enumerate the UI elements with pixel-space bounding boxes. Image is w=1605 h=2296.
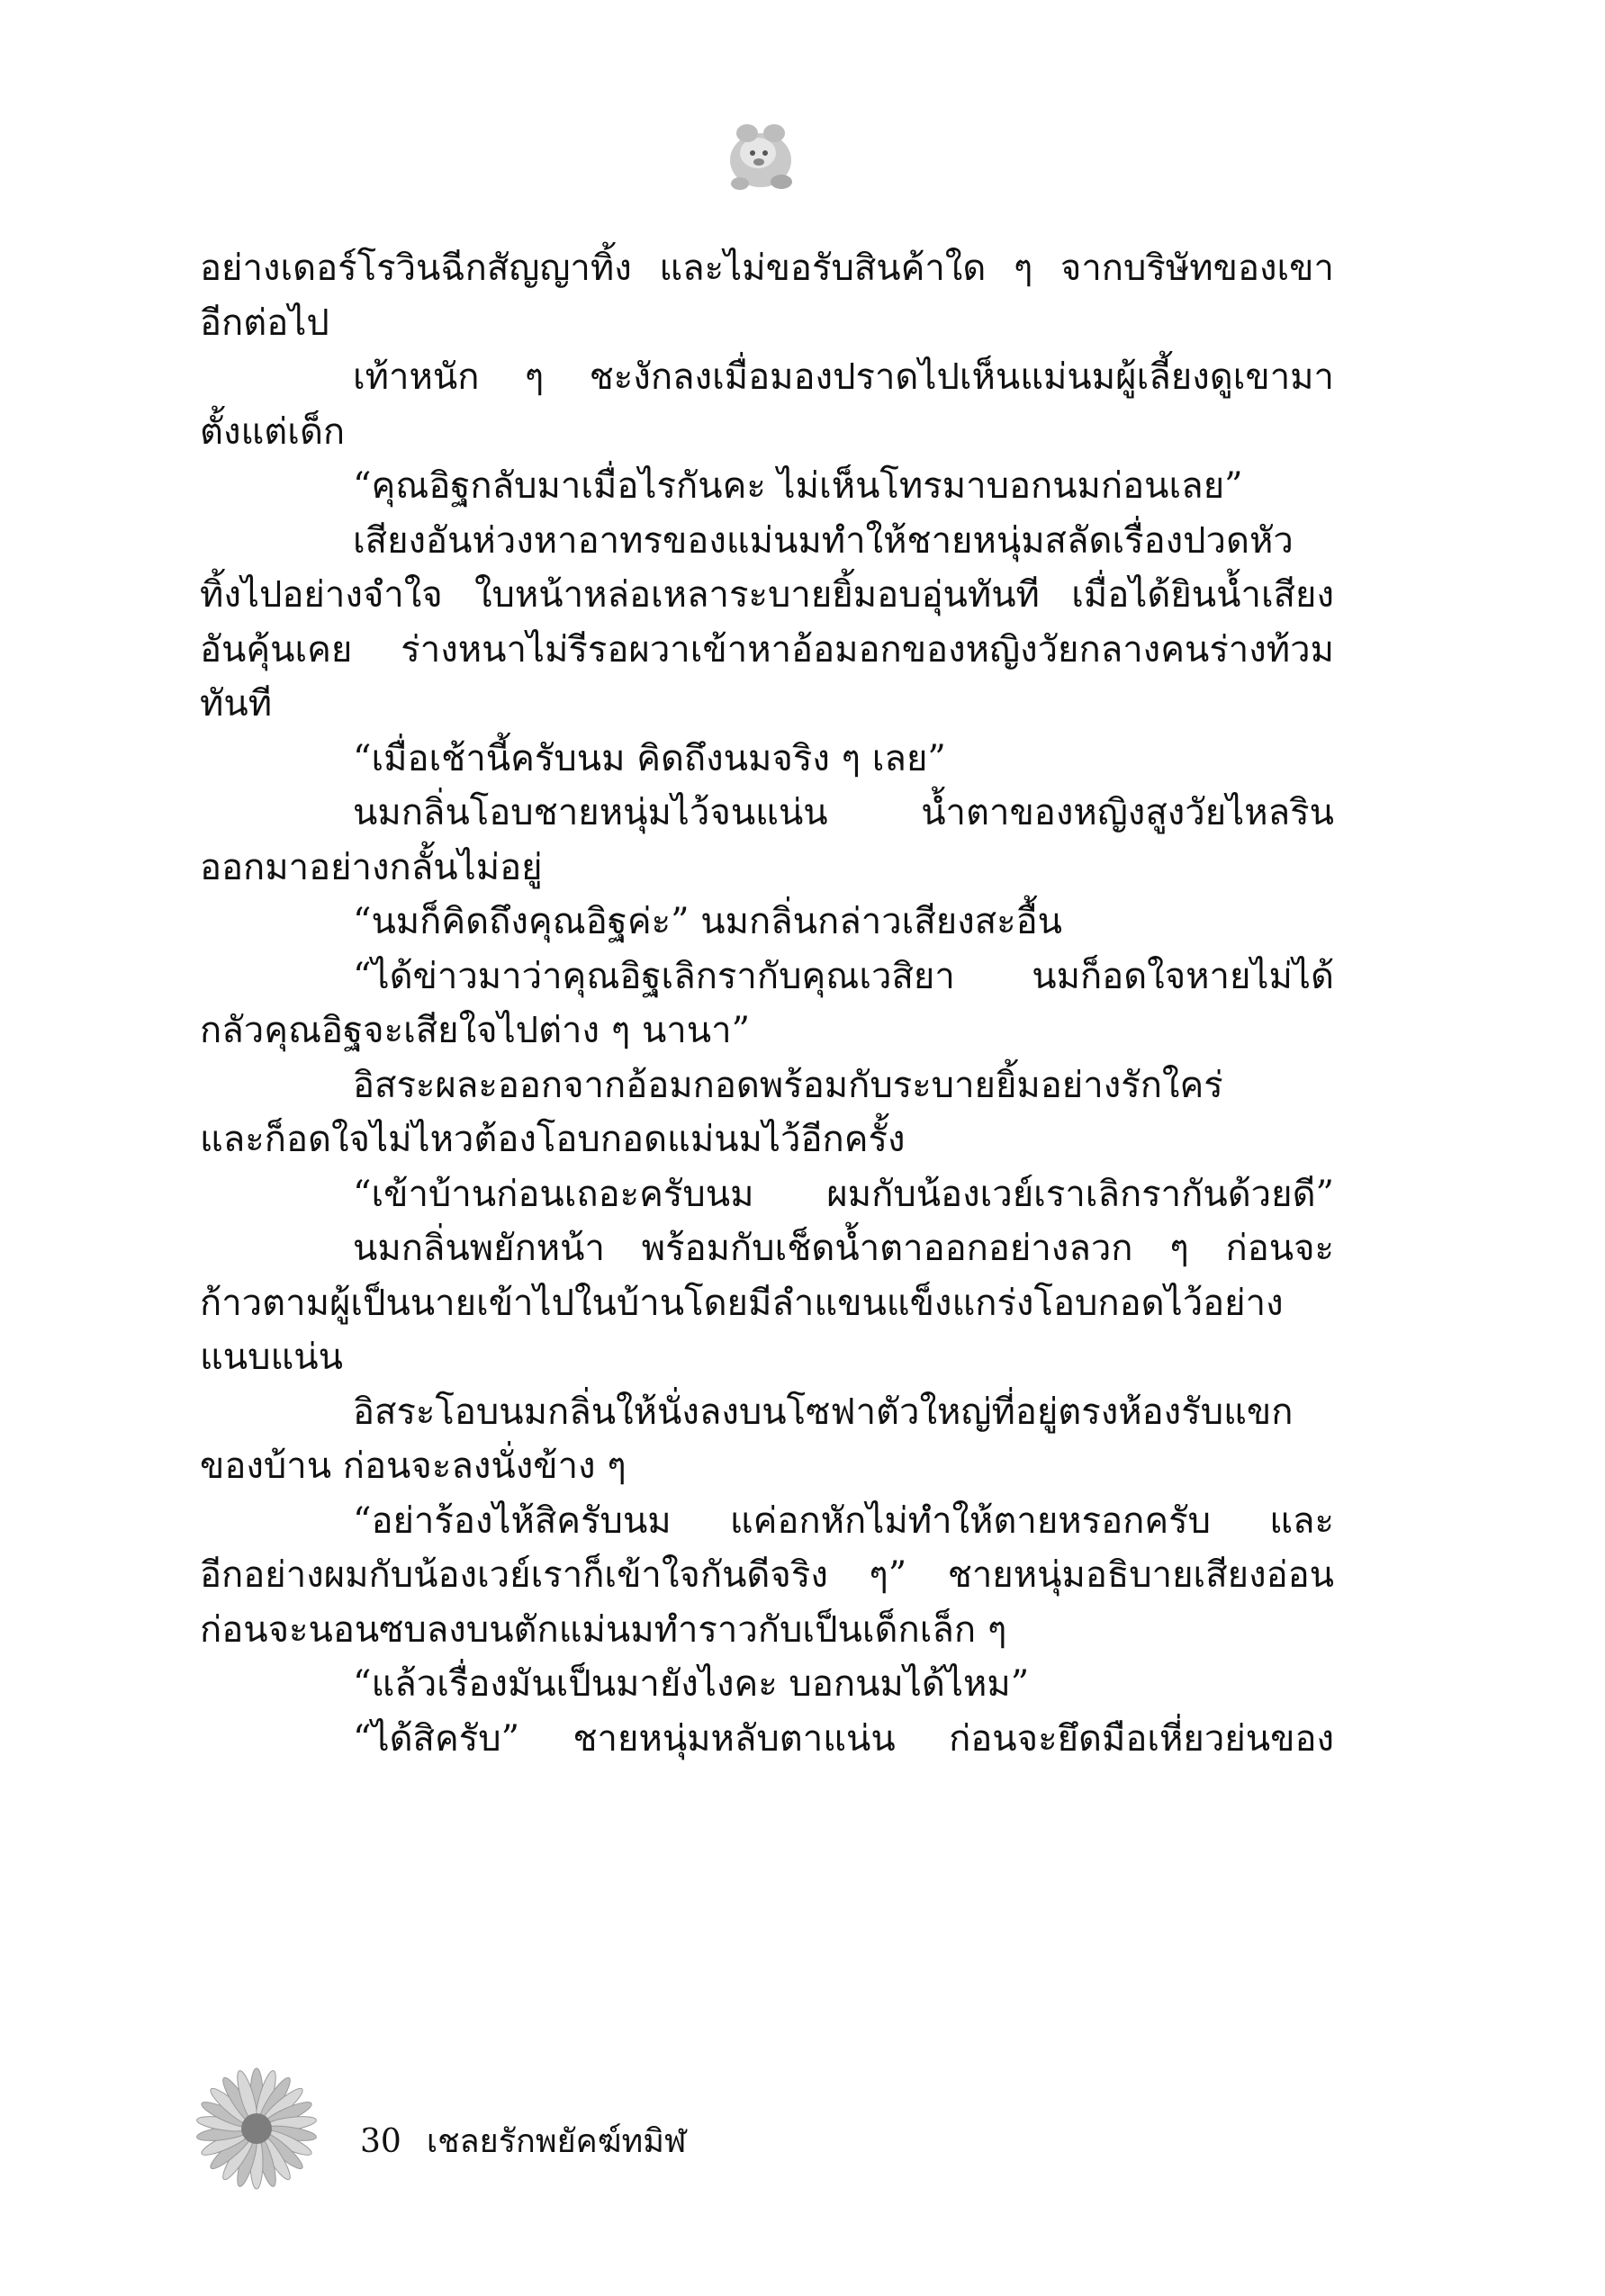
text-line: เท้าหนัก ๆ ชะงักลงเมื่อมองปราดไปเห็นแม่นมผู้เลี้ยงดูเขามา: [353, 356, 1334, 398]
text-line: อันคุ้นเคย ร่างหนาไม่รีรอผวาเข้าหาอ้อมอกของหญิงวัยกลางคนร่างท้วม: [200, 628, 1334, 671]
body-text: [200, 241, 1334, 1766]
text-line: ก้าวตามผู้เป็นนายเข้าไปในบ้านโดยมีลำแขนแข็งแกร่งโอบกอดไว้อย่าง: [200, 1282, 1284, 1324]
text-line: กลัวคุณอิฐจะเสียใจไปต่าง ๆ นานา”: [200, 1010, 751, 1051]
page-number: 30: [360, 2123, 401, 2160]
text-line: “เข้าบ้านก่อนเถอะครับนม ผมกับน้องเวย์เราเลิกรากันด้วยดี”: [353, 1173, 1334, 1215]
text-line: ทิ้งไปอย่างจำใจ ใบหน้าหล่อเหลาระบายยิ้มอบอุ่นทันที เมื่อได้ยินน้ำเสียง: [200, 574, 1334, 616]
text-line: “คุณอิฐกลับมาเมื่อไรกันคะ ไม่เห็นโทรมาบอกนมก่อนเลย”: [353, 465, 1243, 507]
text-line: “ได้สิครับ” ชายหนุ่มหลับตาแน่น ก่อนจะยึดมือเหี่ยวย่นของ: [353, 1717, 1334, 1760]
text-line: อีกอย่างผมกับน้องเวย์เราก็เข้าใจกันดีจริง ๆ” ชายหนุ่มอธิบายเสียงอ่อน: [200, 1554, 1334, 1596]
text-line: อิสระโอบนมกลิ่นให้นั่งลงบนโซฟาตัวใหญ่ที่อยู่ตรงห้องรับแขก: [353, 1391, 1294, 1433]
text-line: “แล้วเรื่องมันเป็นมายังไงคะ บอกนมได้ไหม”: [353, 1663, 1030, 1705]
footer-text: [360, 2115, 712, 2166]
text-line: ออกมาอย่างกลั้นไม่อยู่: [200, 846, 543, 888]
daisy-flower-icon: [189, 2061, 324, 2196]
text-line: และก็อดใจไม่ไหวต้องโอบกอดแม่นมไว้อีกครั้ง: [200, 1119, 906, 1160]
text-line: นมกลิ่นโอบชายหนุ่มไว้จนแน่น น้ำตาของหญิงสูงวัยไหลริน: [353, 792, 1334, 833]
cartoon-animal-ornament-icon: [711, 106, 810, 205]
text-line: เสียงอันห่วงหาอาทรของแม่นมทำให้ชายหนุ่มสลัดเรื่องปวดหัว: [353, 519, 1294, 562]
text-line: แนบแน่น: [200, 1337, 343, 1378]
text-line: “เมื่อเช้านี้ครับนม คิดถึงนมจริง ๆ เลย”: [353, 737, 946, 779]
text-line: อย่างเดอร์โรวินฉีกสัญญาทิ้ง และไม่ขอรับสินค้าใด ๆ จากบริษัทของเขา: [200, 248, 1334, 289]
text-line: อิสระผละออกจากอ้อมกอดพร้อมกับระบายยิ้มอย่างรักใคร่: [353, 1064, 1223, 1106]
text-line: ของบ้าน ก่อนจะลงนั่งข้าง ๆ: [200, 1445, 627, 1487]
text-line: “นมก็คิดถึงคุณอิฐค่ะ” นมกลิ่นกล่าวเสียงสะอื้น: [353, 901, 1062, 942]
text-line: ตั้งแต่เด็ก: [200, 410, 346, 453]
text-line: อีกต่อไป: [200, 302, 329, 344]
book-title: เชลยรักพยัคฆ์ทมิฬ: [426, 2123, 687, 2160]
text-line: นมกลิ่นพยักหน้า พร้อมกับเช็ดน้ำตาออกอย่างลวก ๆ ก่อนจะ: [353, 1228, 1334, 1269]
text-line: ทันที: [200, 683, 273, 725]
page-footer: [189, 2061, 909, 2205]
text-line: “ได้ข่าวมาว่าคุณอิฐเลิกรากับคุณเวสิยา นมก็อดใจหายไม่ได้: [353, 955, 1334, 997]
text-line: “อย่าร้องไห้สิครับนม แค่อกหักไม่ทำให้ตายหรอกครับ และ: [353, 1499, 1334, 1542]
text-line: ก่อนจะนอนซบลงบนตักแม่นมทำราวกับเป็นเด็กเล็ก ๆ: [200, 1608, 1007, 1651]
